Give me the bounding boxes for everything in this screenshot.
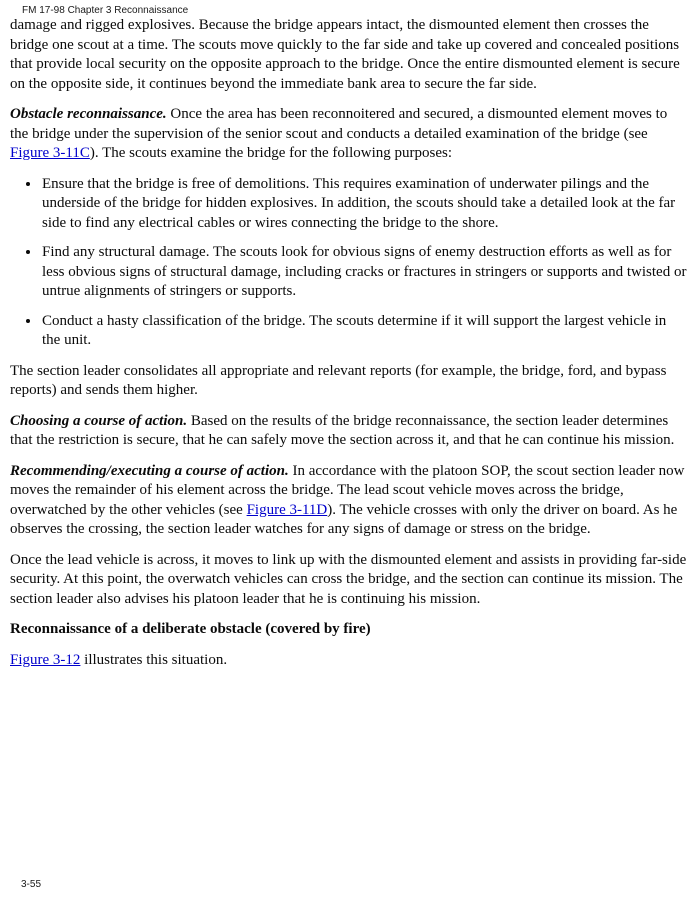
text-run: Conduct a hasty classification of the bridge. The scouts determine if it will support the largest vehicle in the unit. <box>42 312 667 348</box>
text-run: damage and rigged explosives. Because the bridge appears intact, the dismounted element then crosses the bridge one scout at a time. The scouts move quickly to the far side and take up covered and concealed positions that provide local security on the opposite approach to the bridge. Once the entire dismounted element is secure on the opposite side, it continues beyond the immediate bank area to secure the far side. <box>10 17 680 92</box>
text-run: ). The vehicle crosses with only the driver on board. As he observes the crossing, the section leader watches for any signs of damage or stress on the bridge. <box>10 501 678 537</box>
list-item <box>41 175 688 234</box>
list-item <box>41 312 688 351</box>
text-run: The section leader consolidates all appropriate and relevant reports (for example, the bridge, ford, and bypass reports) and sends them higher. <box>10 362 667 398</box>
figure-link[interactable]: Figure 3-12 <box>10 651 81 668</box>
paragraph-consolidate-reports <box>10 362 688 401</box>
figure-link[interactable]: Figure 3-11D <box>246 501 328 518</box>
list-item <box>41 243 688 302</box>
text-run: Ensure that the bridge is free of demolitions. This requires examination of underwater pilings and the underside of the bridge for hidden explosives. In addition, the scouts should take a detailed look at the far side to find any electrical cables or wires connecting the bridge to the shore. <box>42 175 676 231</box>
paragraph-intro <box>10 16 688 94</box>
paragraph-lead-in: Choosing a course of action. <box>10 412 188 429</box>
text-run: illustrates this situation. <box>80 651 228 668</box>
text-run: ). The scouts examine the bridge for the following purposes: <box>89 145 452 161</box>
page-number: 3-55 <box>21 879 42 890</box>
text-run: In accordance with the platoon SOP, the scout section leader now moves the remainder of his element across the bridge. The lead scout vehicle moves across the bridge, overwatched by the other vehicles (see <box>10 462 685 518</box>
paragraph-lead-in: Obstacle reconnaissance. <box>10 106 167 122</box>
figure-link[interactable]: Figure 3-11C <box>10 145 90 161</box>
section-heading-deliberate-obstacle <box>10 620 688 640</box>
text-run: Once the lead vehicle is across, it moves to link up with the dismounted element and assists in providing far-side security. At this point, the overwatch vehicles can cross the bridge, and the section can continue its mission. The section leader also advises his platoon leader that he is continuing his mission. <box>10 551 687 607</box>
paragraph-lead-in: Recommending/executing a course of action. <box>10 462 289 479</box>
paragraph-recommending-executing <box>10 462 688 540</box>
text-run: Based on the results of the bridge reconnaissance, the section leader determines that the restriction is secure, that he can safely move the section across it, and that he can continue his mission. <box>10 412 675 448</box>
paragraph-obstacle-reconnaissance <box>10 105 688 164</box>
running-header: FM 17-98 Chapter 3 Reconnaissance <box>22 5 189 16</box>
bullet-list <box>10 175 688 351</box>
paragraph-lead-vehicle-across <box>10 551 688 610</box>
paragraph-choosing-course <box>10 412 688 451</box>
text-run: Reconnaissance of a deliberate obstacle (covered by fire) <box>10 621 371 637</box>
paragraph-figure-3-12 <box>10 651 688 671</box>
text-run: Find any structural damage. The scouts look for obvious signs of enemy destruction efforts as well as for less obvious signs of structural damage, including cracks or fractures in stringers or supports and twisted or untrue alignments of stringers or supports. <box>42 244 687 299</box>
text-run: Once the area has been reconnoitered and secured, a dismounted element moves to the bridge under the supervision of the senior scout and conducts a detailed examination of the bridge (see <box>10 106 668 142</box>
document-body <box>10 16 688 670</box>
